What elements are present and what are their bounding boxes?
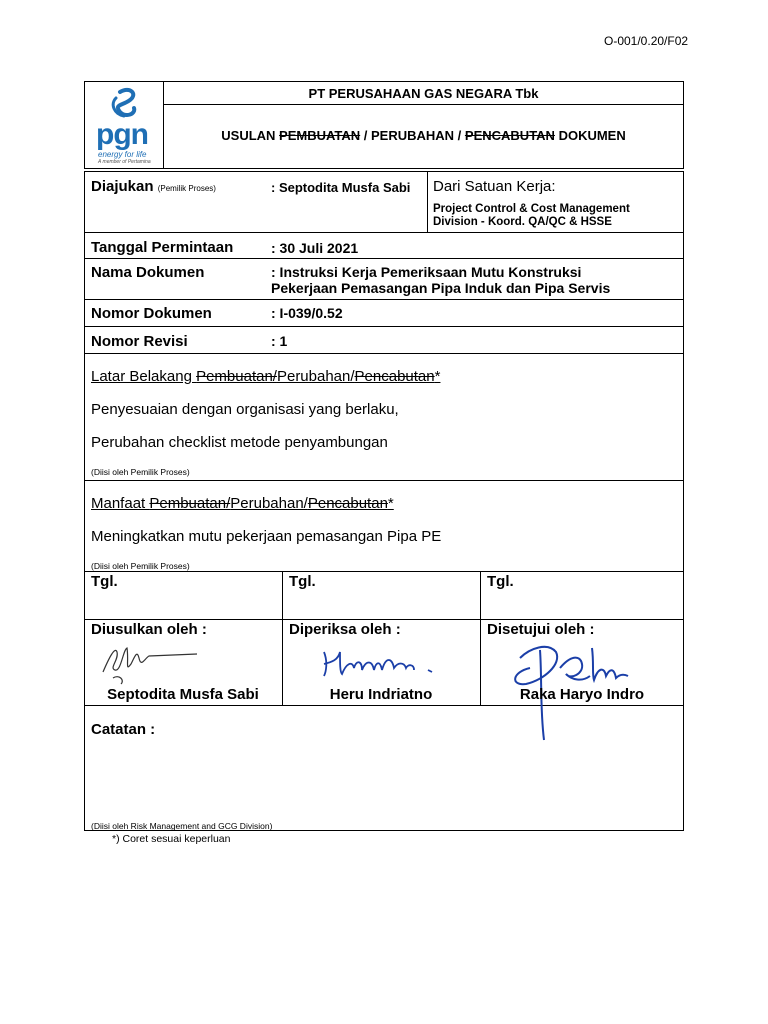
nomor-revisi-label: Nomor Revisi	[91, 333, 188, 350]
manfaat-note: (Diisi oleh Pemilik Proses)	[91, 561, 190, 571]
manfaat-perubahan: Perubahan/	[230, 495, 308, 512]
title-perubahan: / PERUBAHAN /	[360, 128, 465, 143]
row-line-8	[84, 619, 684, 620]
document-code: O-001/0.20/F02	[604, 34, 689, 48]
title-pembuatan-struck: PEMBUATAN	[279, 128, 361, 143]
row-line-3	[84, 299, 684, 300]
form-title	[163, 128, 684, 143]
tanggal-value: : 30 Juli 2021	[271, 240, 359, 256]
latar-note: (Diisi oleh Pemilik Proses)	[91, 467, 190, 477]
manfaat-line-1: Meningkatkan mutu pekerjaan pemasangan Pipa PE	[91, 528, 442, 545]
satuan-kerja-label: Dari Satuan Kerja:	[433, 178, 556, 195]
row-line-1	[84, 232, 684, 233]
manfaat-pembuatan-struck: Pembuatan/	[149, 495, 231, 512]
nama-dokumen-label: Nama Dokumen	[91, 264, 205, 281]
diajukan-label	[91, 178, 216, 195]
row-line-4	[84, 326, 684, 327]
logo-wordmark: pgn	[96, 118, 148, 151]
title-pencabutan-struck: PENCABUTAN	[464, 128, 555, 143]
pgn-logo	[90, 84, 160, 168]
row-line-2	[84, 258, 684, 259]
row-line-5	[84, 353, 684, 354]
tgl-3: Tgl.	[487, 573, 514, 590]
satuan-kerja-line1: Project Control & Cost Management	[433, 203, 630, 215]
diajukan-sub: (Pemilik Proses)	[157, 184, 216, 193]
diusulkan-label: Diusulkan oleh :	[91, 621, 207, 638]
latar-line-2: Perubahan checklist metode penyambungan	[91, 434, 388, 451]
latar-pencabutan-struck: Pencabutan	[354, 368, 435, 385]
disetujui-label: Disetujui oleh :	[487, 621, 595, 638]
row-line-7	[84, 571, 684, 572]
diperiksa-label: Diperiksa oleh :	[289, 621, 401, 638]
title-prefix: USULAN	[221, 128, 280, 143]
nama-dokumen-value-2: Pekerjaan Pemasangan Pipa Induk dan Pipa Servis	[271, 280, 611, 296]
footnote: *) Coret sesuai keperluan	[112, 833, 231, 845]
tgl-1: Tgl.	[91, 573, 118, 590]
latar-star: *	[434, 368, 441, 385]
name-septodita: Septodita Musfa Sabi	[107, 686, 259, 703]
manfaat-star: *	[387, 495, 394, 512]
latar-pembuatan-struck: Pembuatan/	[196, 368, 277, 385]
signature-septodita	[95, 638, 205, 686]
nomor-dokumen-label: Nomor Dokumen	[91, 305, 212, 322]
catatan-label: Catatan :	[91, 721, 156, 738]
logo-tagline: energy for life	[98, 150, 147, 159]
latar-prefix: Latar Belakang	[91, 368, 197, 385]
manfaat-heading	[91, 495, 394, 512]
diajukan-value: : Septodita Musfa Sabi	[271, 180, 411, 195]
catatan-note: (Diisi oleh Risk Management and GCG Division)	[91, 821, 273, 831]
latar-perubahan: Perubahan/	[276, 368, 355, 385]
signature-heru	[318, 642, 448, 682]
approval-divider-1	[282, 571, 283, 705]
manfaat-pencabutan-struck: Pencabutan	[307, 495, 388, 512]
latar-belakang-heading	[91, 368, 440, 385]
header-row-line	[163, 104, 684, 105]
name-raka: Raka Haryo Indro	[519, 686, 645, 703]
nomor-dokumen-value: : I-039/0.52	[271, 305, 343, 321]
satuan-kerja-line2: Division - Koord. QA/QC & HSSE	[433, 216, 612, 228]
satuan-divider	[427, 171, 428, 233]
approval-divider-2	[480, 571, 481, 705]
diajukan-text: Diajukan	[91, 178, 154, 195]
name-heru: Heru Indriatno	[329, 686, 433, 703]
latar-line-1: Penyesuaian dengan organisasi yang berlaku,	[91, 401, 399, 418]
logo-subline: A member of Pertamina	[98, 159, 151, 165]
nama-dokumen-value-1: : Instruksi Kerja Pemeriksaan Mutu Konstruksi	[271, 264, 582, 280]
company-name: PT PERUSAHAAN GAS NEGARA Tbk	[308, 86, 539, 101]
tanggal-label: Tanggal Permintaan	[91, 239, 234, 256]
manfaat-prefix: Manfaat	[91, 495, 150, 512]
title-suffix: DOKUMEN	[554, 128, 626, 143]
row-line-6	[84, 480, 684, 481]
tgl-2: Tgl.	[289, 573, 316, 590]
nomor-revisi-value: : 1	[271, 333, 288, 349]
